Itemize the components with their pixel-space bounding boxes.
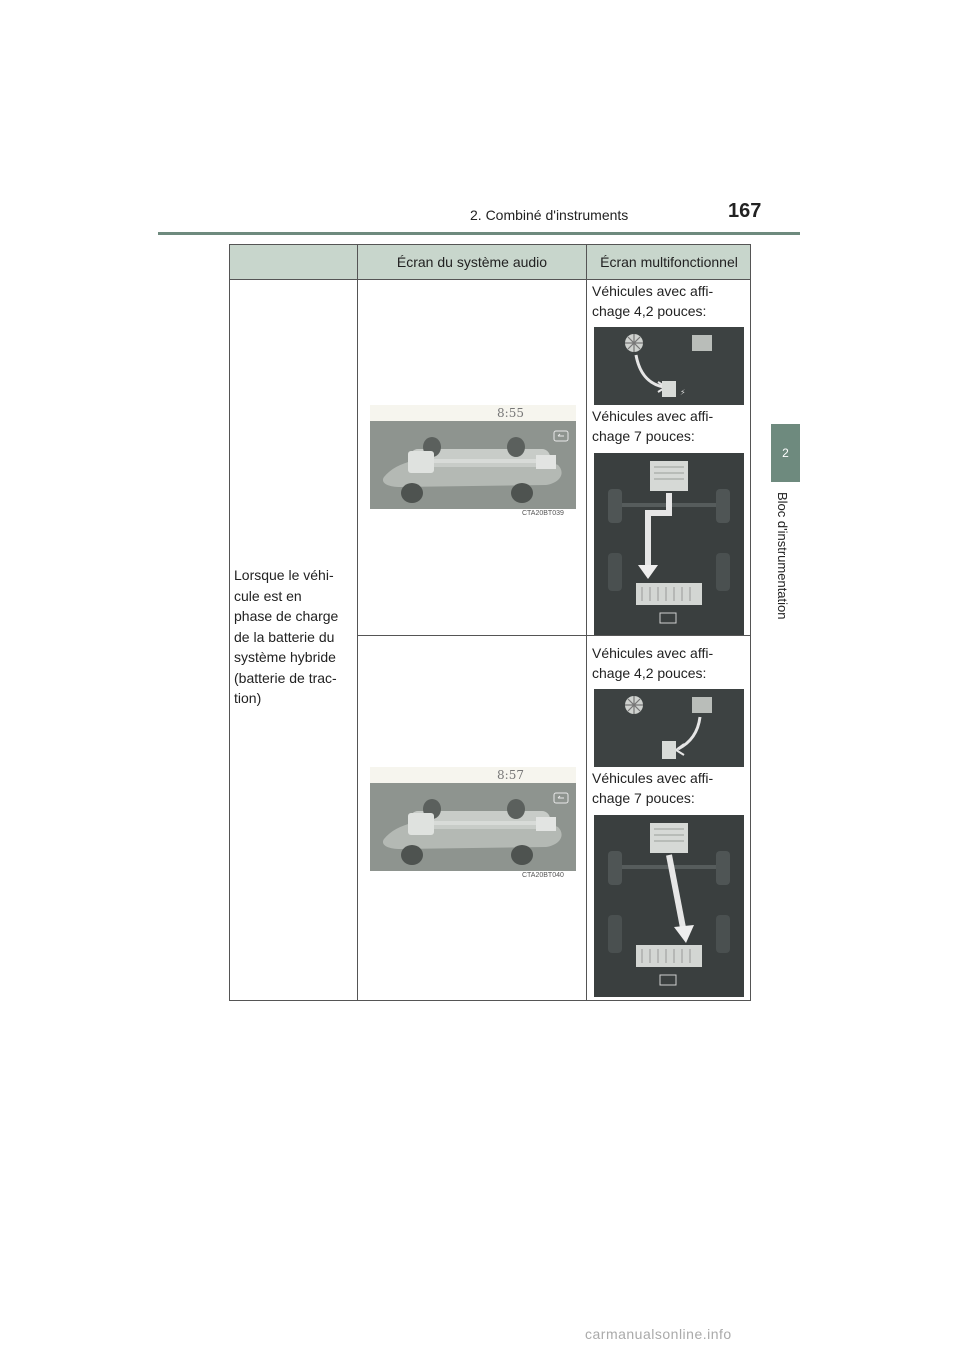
header-rule — [158, 232, 800, 235]
caption-7-inch: Véhicules avec affi- chage 7 pouces: — [592, 770, 714, 806]
image-code: CTA20BT039 — [522, 510, 564, 517]
mfd-4-2-inch-image — [594, 327, 744, 405]
caption-7-inch: Véhicules avec affi- chage 7 pouces: — [592, 408, 714, 444]
row-divider — [358, 635, 751, 636]
image-code: CTA20BT040 — [522, 872, 564, 879]
mfd-7-inch-image — [594, 815, 744, 997]
row-label-charging: Lorsque le véhi- cule est en phase de charge de la batterie du système hybride (batterie de trac- tion) — [234, 567, 339, 706]
caption-4-2-inch: Véhicules avec affi- chage 4,2 pouces: — [592, 645, 714, 681]
audio-clock: 8:57 — [497, 768, 524, 782]
audio-screen-image — [370, 767, 576, 871]
audio-clock: 8:55 — [497, 406, 524, 420]
energy-monitor-table — [229, 244, 751, 1001]
watermark: carmanualsonline.info — [585, 1326, 732, 1342]
mfd-4-2-inch-image — [594, 689, 744, 767]
header-cell-empty — [230, 245, 357, 279]
page-number: 167 — [728, 200, 762, 222]
header-section-title: 2. Combiné d'instruments — [470, 207, 629, 223]
svg-text:⚡: ⚡ — [680, 388, 686, 397]
chapter-tab: 2 — [771, 424, 800, 482]
car-energy-flow-image — [370, 783, 576, 871]
audio-screen-image — [370, 405, 576, 509]
column-divider — [586, 245, 587, 1000]
mfd-7-inch-image — [594, 453, 744, 635]
chapter-side-label: Bloc d'instrumentation — [775, 492, 790, 620]
caption-4-2-inch: Véhicules avec affi- chage 4,2 pouces: — [592, 283, 714, 319]
header-cell-audio: Écran du système audio — [396, 254, 548, 270]
column-divider — [357, 245, 358, 1000]
car-energy-flow-image — [370, 421, 576, 509]
header-cell-multifunction: Écran multifonctionnel — [600, 254, 738, 270]
